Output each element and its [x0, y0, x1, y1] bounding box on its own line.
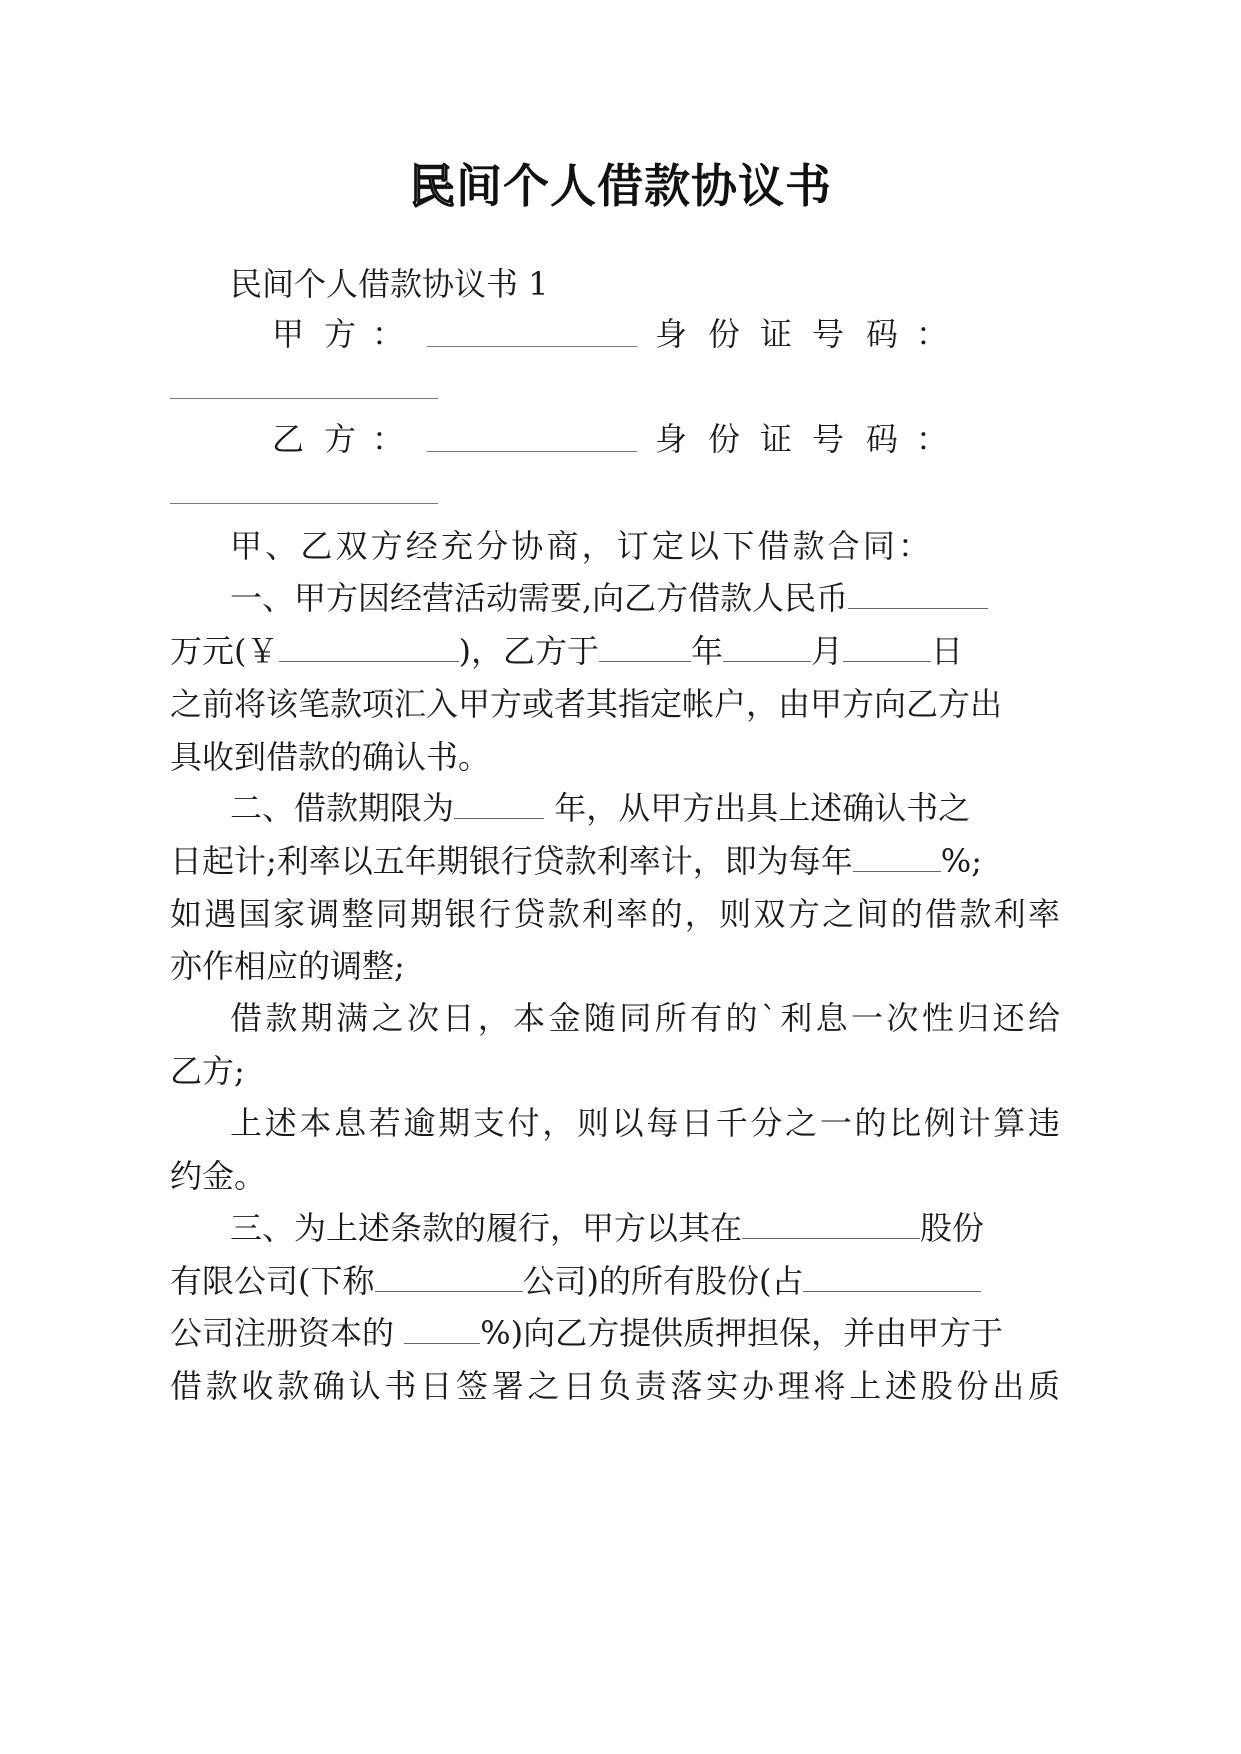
para-5-line-2: [170, 1253, 1060, 1309]
party-b-row: [190, 411, 1060, 467]
para-2-line-1: [230, 780, 1060, 836]
year-label: 年: [691, 632, 724, 670]
para-5-line-4: 借款收款确认书日签署之日负责落实办理将上述股份出质: [170, 1367, 1064, 1405]
para-2-text-c: 日起计;利率以五年期银行贷款利率计，即为每年: [170, 842, 853, 880]
para-5-text-c: 有限公司(下称: [170, 1262, 375, 1300]
rate-blank: [853, 843, 941, 872]
party-a-label-2: 方: [324, 315, 357, 353]
para-5-text-d: 公司)的所有股份(占: [522, 1262, 804, 1300]
para-4-line-2: 约金。: [170, 1157, 267, 1195]
para-2-text-b: 年，从甲方出具上述确认书之: [544, 789, 971, 827]
para-2-text-d: %;: [940, 842, 982, 880]
para-2-line-2: [170, 833, 1060, 889]
party-a-colon: ：: [372, 315, 405, 353]
year-blank: [599, 633, 691, 662]
month-blank: [723, 633, 811, 662]
para-4-line-1: 上述本息若逾期支付，则以每日千分之一的比例计算违: [230, 1104, 1063, 1142]
title-rest: 间个人借款协议书: [456, 159, 832, 213]
para-5-text-b: 股份: [920, 1209, 985, 1247]
para-2-line-3: 如遇国家调整同期银行贷款利率的，则双方之间的借款利率: [170, 895, 1063, 933]
para-5-text-e: 公司注册资本的: [170, 1314, 405, 1352]
amount-blank: [848, 580, 988, 609]
para-1-text-a: 一、甲方因经营活动需要,向乙方借款人民币: [230, 579, 849, 617]
para-5-line-3: [170, 1305, 1060, 1361]
para-1-line-2: [170, 623, 1060, 679]
share-company-blank: [803, 1263, 981, 1292]
company-blank: [742, 1210, 920, 1239]
percent-blank: [404, 1315, 480, 1344]
party-b-id-1: 身: [655, 420, 688, 458]
month-label: 月: [811, 632, 844, 670]
party-b-id-4: 号: [812, 420, 845, 458]
para-2-text-a: 二、借款期限为: [230, 789, 455, 827]
party-b-id-colon: ：: [916, 420, 949, 458]
day-label: 日: [931, 632, 964, 670]
party-a-id-2: 份: [708, 315, 741, 353]
party-a-row: [190, 306, 1060, 362]
party-b-label-1: 乙: [272, 420, 305, 458]
party-b-name-blank: [427, 451, 637, 452]
para-3-line-2: 乙方;: [170, 1052, 245, 1090]
party-a-id-4: 号: [812, 315, 845, 353]
para-5-line-1: [230, 1200, 1060, 1256]
para-1-line-1: [230, 570, 1060, 626]
party-b-id-blank: [170, 503, 438, 504]
party-a-name-blank: [427, 346, 637, 347]
day-blank: [843, 633, 931, 662]
party-a-id-5: 码: [866, 315, 899, 353]
term-blank: [454, 790, 544, 819]
para-1-line-4: 具收到借款的确认书。: [170, 738, 491, 776]
para-3-line-1: 借款期满之次日，本金随同所有的`利息一次性归还给: [230, 999, 1064, 1037]
party-b-id-2: 份: [708, 420, 741, 458]
para-1-text-b: 万元(￥: [170, 632, 279, 670]
party-a-id-colon: ：: [916, 315, 949, 353]
party-b-colon: ：: [372, 420, 405, 458]
para-5-text-a: 三、为上述条款的履行，甲方以其在: [230, 1209, 743, 1247]
party-b-label-2: 方: [324, 420, 357, 458]
short-name-blank: [375, 1263, 523, 1292]
para-1-line-3: 之前将该笔款项汇入甲方或者其指定帐户，由甲方向乙方出: [170, 685, 1003, 723]
party-a-id-blank: [170, 398, 438, 399]
party-a-id-3: 证: [760, 315, 793, 353]
para-intro: 甲、乙双方经充分协商，订定以下借款合同：: [230, 527, 934, 565]
party-b-id-3: 证: [760, 420, 793, 458]
party-a-id-1: 身: [655, 315, 688, 353]
title-first-char: 民: [409, 159, 456, 213]
document-title: [0, 150, 1241, 216]
subtitle: 民间个人借款协议书 1: [230, 265, 549, 303]
para-5-text-f: %)向乙方提供质押担保，并由甲方于: [480, 1314, 1004, 1352]
party-a-label-1: 甲: [272, 315, 305, 353]
para-1-text-c: )，乙方于: [458, 632, 599, 670]
para-2-line-4: 亦作相应的调整;: [170, 947, 405, 985]
party-b-id-5: 码: [866, 420, 899, 458]
amount-figure-blank: [279, 633, 459, 662]
